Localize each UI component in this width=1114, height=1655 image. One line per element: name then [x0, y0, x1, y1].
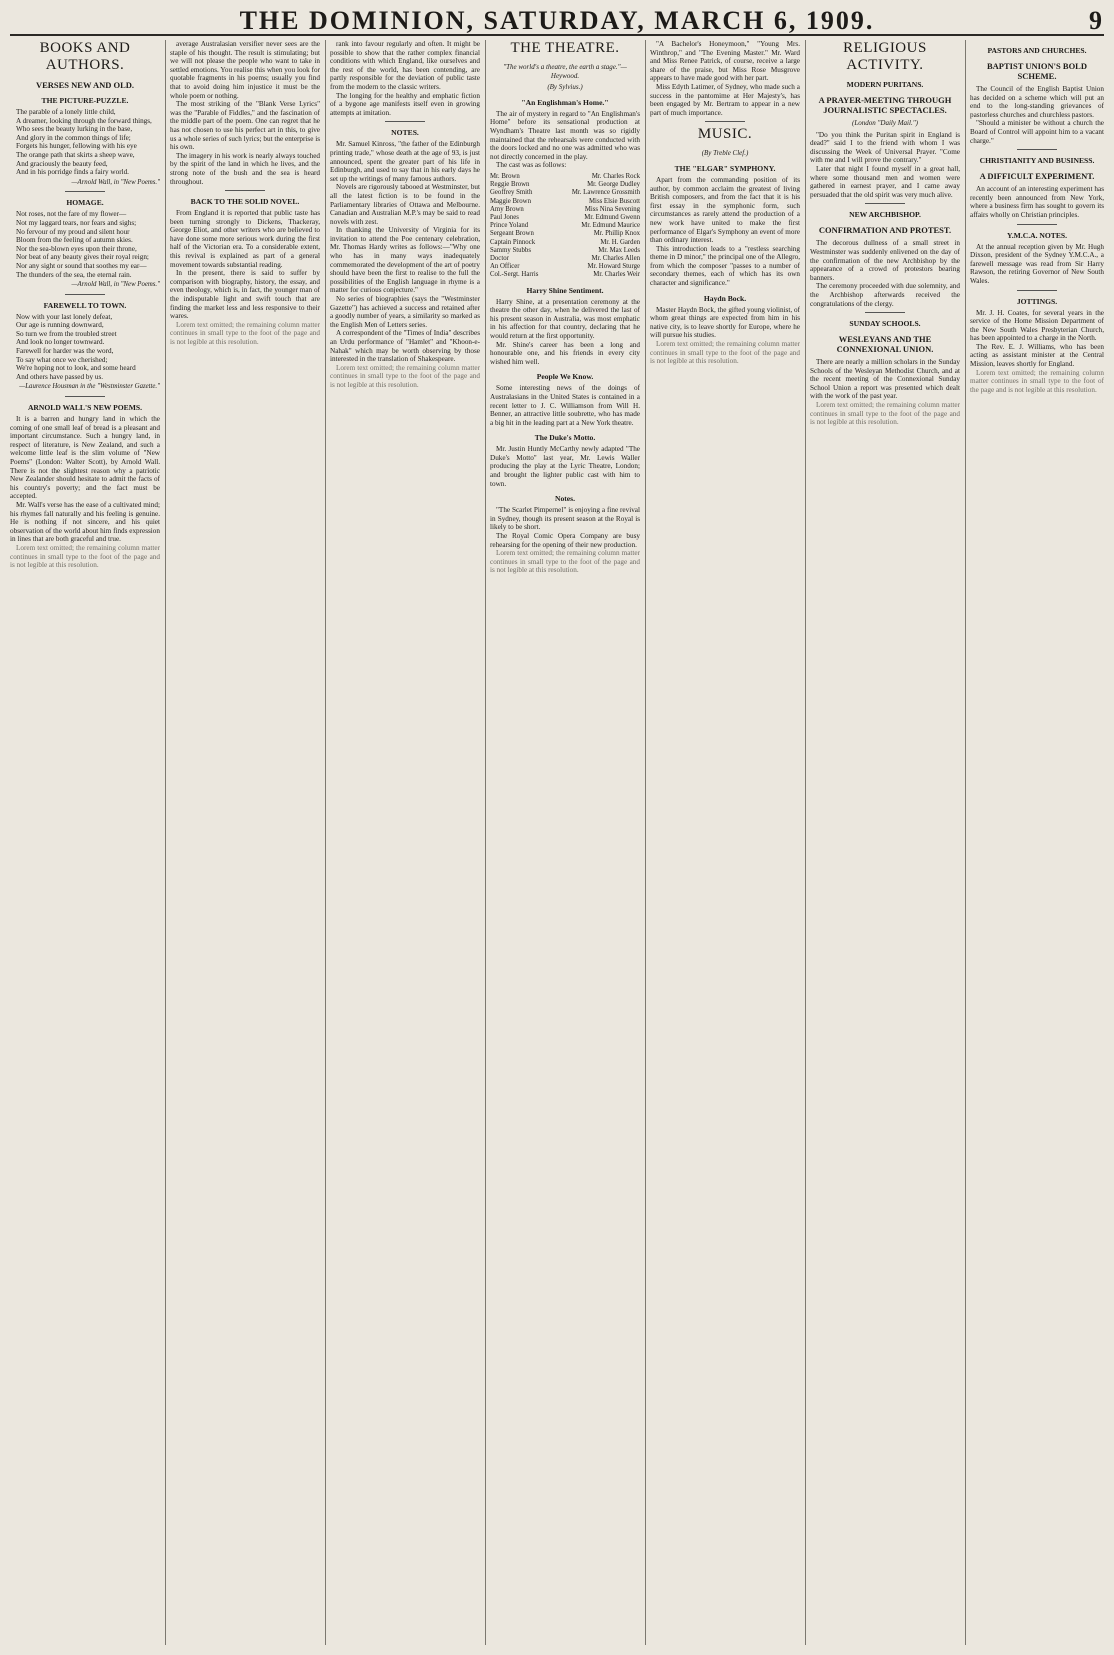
- column-filler: Lorem text omitted; the remaining column matter continues in small type to the foot of the page and is not legible at this resolution.: [650, 340, 800, 366]
- divider: [225, 190, 265, 191]
- cast-role: Geoffrey Smith: [490, 189, 533, 197]
- difficult-experiment-subtitle: A DIFFICULT EXPERIMENT.: [979, 171, 1095, 182]
- article-paragraph: Some interesting news of the doings of Australasians in the United States is contained in a recent letter to J. C. Williamson from Will H. Benner, an attractive little soubrette, who has made a big hit in the leading part at a New York theatre.: [490, 384, 640, 427]
- article-paragraph: The Royal Comic Opera Company are busy rehearsing for the opening of their new production.: [490, 532, 640, 549]
- article-paragraph: Mr. Justin Huntly McCarthy newly adapted "The Duke's Motto" last year, Mr. Lewis Waller producing the play at the Lyric Theatre, London; and brought the lighter public cast with him to town.: [490, 445, 640, 488]
- cast-row: [490, 230, 640, 238]
- picture-puzzle-title: THE PICTURE-PUZZLE.: [41, 96, 129, 105]
- cast-row: [490, 247, 640, 255]
- poem-line: The parable of a lonely little child,: [16, 108, 116, 116]
- column-rule: [805, 40, 806, 1645]
- column-7: [970, 40, 1104, 1645]
- music-heading: MUSIC.: [697, 126, 753, 143]
- cast-row: [490, 255, 640, 263]
- cast-role: Reggie Brown: [490, 181, 530, 189]
- modern-puritans-title: MODERN PURITANS.: [846, 80, 924, 89]
- divider: [1017, 224, 1057, 225]
- poem-attribution: —Arnold Wall, in "New Poems.": [71, 178, 160, 186]
- dukes-motto-title: The Duke's Motto.: [534, 433, 596, 443]
- cast-actor: Miss Nina Sevening: [584, 205, 640, 213]
- verses-subheading: VERSES NEW AND OLD.: [35, 80, 135, 90]
- cast-actor: Miss Elsie Buscott: [589, 197, 640, 205]
- poem-line: Not roses, not the fare of my flower—: [16, 210, 127, 219]
- column-3: [330, 40, 480, 1645]
- article-paragraph: "Should a minister be without a church the Board of Control will appoint him to a vacant charge.": [970, 119, 1104, 145]
- article-source: (London "Daily Mail."): [852, 119, 918, 127]
- cast-row: [490, 189, 640, 197]
- column-filler: Lorem text omitted; the remaining column matter continues in small type to the foot of the page and is not legible at this resolution.: [970, 368, 1104, 394]
- music-byline: (By Treble Clef.): [701, 149, 749, 158]
- poem-line: Who sees the beauty lurking in the base,: [16, 125, 133, 134]
- article-paragraph: From England it is reported that public taste has been turning strongly to Dickens, Thackeray, George Eliot, and other writers who are believed to have done some more serious work during the first half of the Victorian era. To a considerable extent, this revival is explained as part of a general movement towards substantial reading.: [170, 209, 320, 269]
- article-paragraph: Mr. J. H. Coates, for several years in the service of the Home Mission Department of the New South Wales Presbyterian Church, has been appointed to a charge in the North.: [970, 308, 1104, 343]
- englishmans-home-title: "An Englishman's Home.": [521, 97, 609, 107]
- article-paragraph: Harry Shine, at a presentation ceremony at the theatre the other day, when he delivered the last of his present season in Australia, was most emphatic in his affection for that country, declaring that he would return at the first opportunity.: [490, 297, 640, 340]
- poem-line: Our age is running downward,: [16, 321, 104, 330]
- poem-line: A dreamer, looking through the forward things,: [16, 116, 152, 125]
- notes-paragraph: Novels are rigorously tabooed at Westminster, but all the latest fiction is to be found in the Parliamentary libraries of Ottawa and Melbourne. Canadian and Australian M.P.'s may be said to read novels with zest.: [330, 183, 480, 226]
- theatre-heading: THE THEATRE.: [510, 40, 620, 56]
- theatre-epigraph: "The world's a theatre, the earth a stage."—Heywood.: [503, 63, 627, 80]
- picture-puzzle-poem: [10, 108, 160, 177]
- article-paragraph: This introduction leads to a "restless searching theme in D minor," the principal one of the Allegro, from which the composer "passes to a number of secondary themes, each of which has its own character and significance.": [650, 244, 800, 288]
- poem-line: And glory in the common things of life;: [16, 133, 131, 142]
- homage-title: HOMAGE.: [66, 198, 104, 208]
- poem-line: Nor the sea-blown eyes upon their throne,: [16, 244, 137, 253]
- article-paragraph: The Council of the English Baptist Union has decided on a scheme which will put an end to the long-standing grievances of pastorless churches and churchless pastors.: [970, 85, 1104, 119]
- cast-row: [490, 222, 640, 230]
- article-paragraph: The decorous dullness of a small street in Westminster was suddenly enlivened on the day of the confirmation of the new Archbishop by the appearance of a crowd of protestors bearing banners.: [810, 239, 960, 282]
- harry-shine-title: Harry Shine Sentiment.: [526, 285, 604, 295]
- christianity-business-title: CHRISTIANITY AND BUSINESS.: [979, 156, 1095, 166]
- cast-role: Doctor: [490, 254, 509, 262]
- poem-line: Nor beat of any beauty gives their royal reign;: [16, 253, 149, 262]
- divider: [1017, 290, 1057, 291]
- cast-role: Sergeant Brown: [490, 230, 534, 238]
- poem-line: Not my laggard tears, nor fears and sighs;: [16, 218, 137, 227]
- column-5: [650, 40, 800, 1645]
- poem-line: And graciously the beauty feed,: [16, 159, 108, 168]
- cast-actor: Mr. Charles Allen: [591, 254, 640, 262]
- article-paragraph: Later that night I found myself in a great hall, where some thousand men and women were gathered in earnest prayer, and I came away persuaded that the old spirit was very much alive.: [810, 164, 960, 199]
- cast-role: Paul Jones: [490, 213, 519, 221]
- farewell-poem: [10, 313, 160, 382]
- divider: [65, 294, 105, 295]
- column-rule: [485, 40, 486, 1645]
- books-authors-heading: BOOKS AND AUTHORS.: [39, 40, 131, 73]
- masthead: [10, 4, 1104, 36]
- column-filler: Lorem text omitted; the remaining column matter continues in small type to the foot of the page and is not legible at this resolution.: [330, 363, 480, 389]
- cast-actor: Mr. Edmund Gwenn: [584, 213, 640, 221]
- cast-list: [490, 173, 640, 280]
- poem-line: We're hoping not to look, and some heard: [16, 364, 136, 373]
- divider: [865, 312, 905, 313]
- article-paragraph: Mr. Wall's verse has the ease of a cultivated mind; his rhymes fall naturally and his feeling is genuine. He is nothing if not sincere, and his quiet observation of the world about him finds expression in lines that are both graceful and true.: [10, 500, 160, 544]
- theatre-notes-title: Notes.: [554, 494, 576, 504]
- poem-line: Nor any sight or sound that soothes my ear—: [16, 261, 147, 270]
- cast-row: [490, 271, 640, 279]
- columns: [10, 40, 1104, 1650]
- article-paragraph: The imagery in his work is nearly always touched by the spirit of the land in which he lives, and the strong note of the bush and the sea is heard throughout.: [170, 151, 320, 186]
- article-paragraph: Master Haydn Bock, the gifted young violinist, of whom great things are expected from him in his native city, is to leave shortly for Europe, where he will pursue his studies.: [650, 305, 800, 340]
- poem-line: Farewell for harder was the word,: [16, 347, 114, 356]
- cast-actor: Mr. Howard Sturge: [587, 263, 640, 271]
- article-paragraph: average Australasian versifier never sees are the staple of his thought. The result is stimulating; but we will not please the people who want to take in settled emotions. You realise this when you look for quotable fragments in his poems; usually you find that to avoid doing him injustice it must be the whole poem or nothing.: [170, 40, 320, 100]
- divider: [65, 396, 105, 397]
- wesleyans-subtitle: WESLEYANS AND THE CONNEXIONAL UNION.: [836, 334, 934, 355]
- poem-line: So turn we from the troubled street: [16, 329, 117, 338]
- poem-line: And in his porridge finds a fairy world.: [16, 168, 129, 177]
- cast-actor: Mr. George Dudley: [587, 181, 640, 189]
- article-paragraph: In the present, there is said to suffer by comparison with biography, history, the essay, and even theology, which is, in fact, the younger man of the indisputable light and swift touch that are finding the market less and less responsive to their wares.: [170, 269, 320, 321]
- cast-row: [490, 181, 640, 189]
- article-paragraph: rank into favour regularly and often. It might be possible to show that the rather complex financial conditions with which England, like ourselves and the rest of the world, has been contending, are partly responsible for the deviation of public taste from the modern to the classic writers.: [330, 40, 480, 91]
- cast-actor: Mr. Charles Rock: [591, 172, 640, 180]
- cast-role: Col.-Sergt. Harris: [490, 271, 539, 279]
- new-archbishop-title: NEW ARCHBISHOP.: [849, 210, 921, 220]
- cast-row: [490, 198, 640, 206]
- poem-line: The orange path that skirts a sheep wave,: [16, 150, 135, 159]
- cast-actor: Mr. Phillip Knox: [593, 230, 640, 238]
- article-paragraph: "The Scarlet Pimpernel" is enjoying a fine revival in Sydney, though its present season at the Royal is likely to be short.: [490, 506, 640, 532]
- people-we-know-title: People We Know.: [536, 372, 594, 382]
- cast-role: An Officer: [490, 263, 520, 271]
- haydn-bock-title: Haydn Bock.: [703, 293, 747, 303]
- divider: [705, 121, 745, 122]
- divider: [865, 203, 905, 204]
- poem-line: The thunders of the sea, the eternal rain.: [16, 270, 132, 279]
- column-filler: Lorem text omitted; the remaining column matter continues in small type to the foot of the page and is not legible at this resolution.: [810, 401, 960, 427]
- column-rule: [965, 40, 966, 1645]
- article-paragraph: There are nearly a million scholars in the Sunday Schools of the Wesleyan Methodist Church, and at the recent meeting of the Connexional Sunday School Union a report was presented which dealt with the work of the past year.: [810, 358, 960, 401]
- article-paragraph: The cast was as follows:: [496, 161, 567, 170]
- cast-role: Prince Yoland: [490, 222, 529, 230]
- divider: [385, 121, 425, 122]
- farewell-title: FAREWELL TO TOWN.: [43, 300, 127, 310]
- elgar-symphony-title: THE "ELGAR" SYMPHONY.: [674, 163, 776, 173]
- sunday-schools-title: SUNDAY SCHOOLS.: [849, 319, 921, 329]
- cast-actor: Mr. H. Garden: [600, 238, 640, 246]
- cast-actor: Mr. Charles Weir: [593, 271, 640, 279]
- religious-activity-heading: RELIGIOUS ACTIVITY.: [843, 40, 927, 73]
- article-paragraph: "Do you think the Puritan spirit in England is dead?" said I to the friend with whom I was discussing the Week of Universal Prayer. "Come with me and I will prove the contrary.": [810, 130, 960, 165]
- cast-actor: Mr. Edmund Maurice: [581, 222, 640, 230]
- column-4: [490, 40, 640, 1645]
- cast-row: [490, 214, 640, 222]
- cast-role: Maggie Brown: [490, 197, 531, 205]
- article-paragraph: The most striking of the "Blank Verse Lyrics" was the "Parable of Fiddles," and the fascination of the middle part of the poem. One can regret that he has not chosen to use his perfect art in this, to give us a whole series of such lyrics; but the enterprise is his own.: [170, 100, 320, 152]
- column-1: [10, 40, 160, 1645]
- article-paragraph: The air of mystery in regard to "An Englishman's Home" before its sensational production at Wyndham's Theatre last month was so rigidly maintained that the rehearsals were conducted with the doors locked and no one was admitted who was not directly concerned in the play.: [490, 109, 640, 161]
- notes-paragraph: Mr. Samuel Kinross, "the father of the Edinburgh printing trade," whose death at the age of 93, is just announced, spent the greater part of his life in Edinburgh, and used to say that in his early days he set up the writings of many famous authors.: [330, 140, 480, 183]
- poem-line: To say what once we cherished;: [16, 355, 108, 364]
- article-paragraph: It is a barren and hungry land in which the coming of one small leaf of bread is a pleasant and important circumstance. Such a hungry land, in respect of literature, is New Zealand, and such a welcome little leaf is the slim volume of "New Poems" (London: Walter Scott), by Arnold Wall. There is not the slightest reason why a patriotic New Zealander should hesitate to admit the facts of his country's poverty; and the fact must be accepted.: [10, 415, 160, 501]
- solid-novel-title: BACK TO THE SOLID NOVEL.: [190, 197, 300, 207]
- article-paragraph: Apart from the commanding position of its author, by common acclaim the greatest of living British composers, and from the fact that it is his first essay in the symphonic form, such circumstances as rarely attend the production of a new work have united to make the first performance of Elgar's Symphony an event of more than ordinary interest.: [650, 175, 800, 245]
- baptist-scheme-subtitle: BAPTIST UNION'S BOLD SCHEME.: [987, 61, 1087, 81]
- arnold-wall-title: ARNOLD WALL'S NEW POEMS.: [27, 403, 143, 413]
- poem-attribution: —Laurence Housman in the "Westminster Gazette.": [19, 383, 160, 391]
- cast-row: [490, 239, 640, 247]
- notes-paragraph: In thanking the University of Virginia for its invitation to attend the Poe centenary celebration, Mr. Thomas Hardy writes as follows:—"Why one who has in many ways inadequately commemorated the development of the art of poetry should have been the first to realise to the full the possibilities of the English language in rhyme is a matter for curious conjecture.": [330, 226, 480, 295]
- column-rule: [645, 40, 646, 1645]
- cast-role: Mr. Brown: [490, 172, 520, 180]
- article-paragraph: At the annual reception given by Mr. Hugh Dixson, president of the Sydney Y.M.C.A., a farewell message was read from Sir Harry Rawson, the retiring Governor of New South Wales.: [970, 242, 1104, 285]
- column-2: [170, 40, 320, 1645]
- article-paragraph: An account of an interesting experiment has recently been announced from New York, where a business firm has sought to govern its affairs wholly on Christian principles.: [970, 185, 1104, 219]
- article-paragraph: The longing for the healthy and emphatic fiction of a bygone age manifests itself even in growing attempts at imitation.: [330, 91, 480, 117]
- cast-role: Captain Pinnock: [490, 238, 536, 246]
- ymca-notes-title: Y.M.C.A. NOTES.: [1006, 230, 1068, 240]
- divider: [1017, 149, 1057, 150]
- pastors-churches-title: PASTORS AND CHURCHES.: [987, 46, 1087, 55]
- theatre-byline: (By Sylvius.): [547, 83, 583, 92]
- poem-line: Now with your last lonely defeat,: [16, 312, 113, 321]
- cast-row: [490, 263, 640, 271]
- column-rule: [325, 40, 326, 1645]
- article-paragraph: The ceremony proceeded with due solemnity, and the Archbishop afterwards received the congratulations of the clergy.: [810, 282, 960, 308]
- masthead-title: THE DOMINION, SATURDAY, MARCH 6, 1909.: [239, 6, 875, 35]
- column-rule: [165, 40, 166, 1645]
- article-paragraph: The Rev. E. J. Williams, who has been acting as assistant minister at the Central Mission, leaves shortly for England.: [970, 342, 1104, 369]
- column-6: [810, 40, 960, 1645]
- column-filler: Lorem text omitted; the remaining column matter continues in small type to the foot of the page and is not legible at this resolution.: [490, 549, 640, 575]
- poem-attribution: —Arnold Wall, in "New Poems.": [71, 281, 160, 289]
- column-filler: Lorem text omitted; the remaining column matter continues in small type to the foot of the page and is not legible at this resolution.: [10, 543, 160, 570]
- confirmation-subtitle: CONFIRMATION AND PROTEST.: [818, 225, 952, 236]
- poem-line: Forgets his hunger, fellowing with his eye: [16, 142, 137, 151]
- cast-row: [490, 206, 640, 214]
- notes-paragraph: No series of biographies (says the "Westminster Gazette") has achieved a success and retained after a goodly number of years, a similarity so marked as the English Men of Letters series.: [330, 295, 480, 329]
- jottings-title: JOTTINGS.: [1016, 296, 1058, 306]
- article-paragraph: "A Bachelor's Honeymoon," "Young Mrs. Winthrop," and "The Evening Master." Mr. Ward and Miss Renee Patrick, of course, receive a large share of the praise, but Miss Rose Musgrove appears to have made good with her part.: [650, 40, 800, 83]
- article-paragraph: Miss Edyth Latimer, of Sydney, who made such a success in the pantomime at Her Majesty's, has been engaged by Mr. Bertram to appear in a new part of much importance.: [650, 82, 800, 117]
- poem-line: And look no longer townward.: [16, 338, 105, 347]
- poem-line: No fervour of my proud and silent hour: [16, 227, 130, 236]
- divider: [65, 191, 105, 192]
- cast-row: [490, 173, 640, 181]
- cast-role: Amy Brown: [490, 205, 524, 213]
- notes-title: NOTES.: [391, 128, 419, 138]
- page-number: 9: [1089, 6, 1102, 35]
- column-filler: Lorem text omitted; the remaining column matter continues in small type to the foot of the page and is not legible at this resolution.: [170, 320, 320, 346]
- prayer-meeting-subtitle: A PRAYER-MEETING THROUGH JOURNALISTIC SPECTACLES.: [818, 95, 952, 115]
- article-paragraph: Mr. Shine's career has been a long and honourable one, and his friends in every city wished him well.: [490, 340, 640, 366]
- notes-paragraph: A correspondent of the "Times of India" describes an Urdu performance of "Hamlet" and "Khoon-e-Nahak" which may be worth observing by those interested in the translation of Shakespeare.: [330, 329, 480, 364]
- cast-role: Sammy Stubbs: [490, 246, 531, 254]
- poem-line: Bloom from the feeling of autumn skies.: [16, 236, 133, 245]
- cast-actor: Mr. Max Leeds: [598, 246, 640, 254]
- poem-line: And others have passed by us.: [16, 372, 104, 381]
- homage-poem: [10, 210, 160, 279]
- cast-actor: Mr. Lawrence Grossmith: [571, 189, 640, 197]
